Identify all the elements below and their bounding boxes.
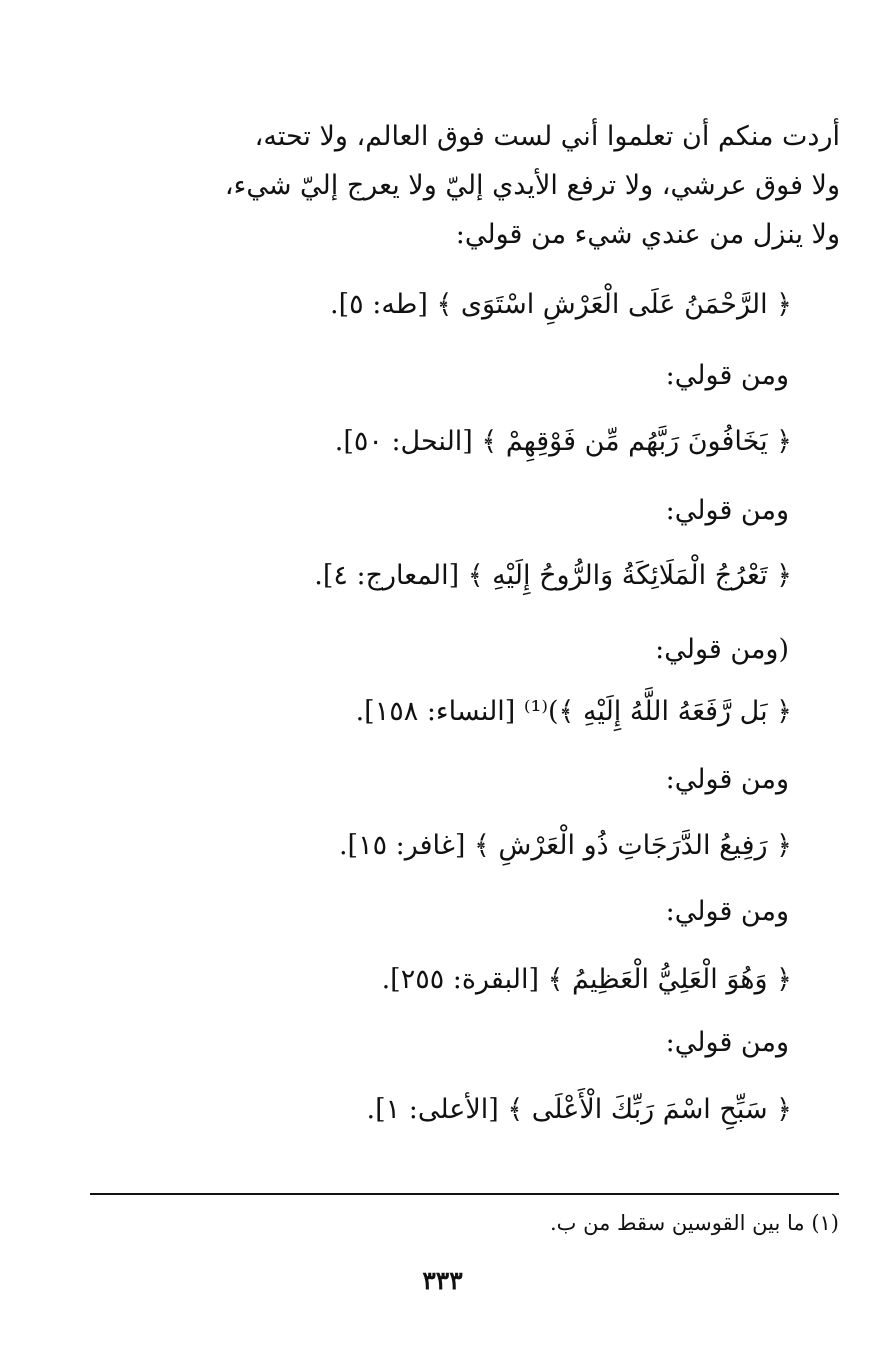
lead-text: ومن قولي: bbox=[665, 764, 789, 795]
lead-text: ومن قولي: bbox=[665, 1027, 789, 1058]
lead-text: ومن قولي: bbox=[665, 360, 789, 391]
lead-text: ومن قولي: bbox=[665, 896, 789, 927]
lead-text: (ومن قولي: bbox=[655, 634, 789, 665]
intro-paragraph bbox=[40, 112, 840, 259]
verse-nahl: ﴿ يَخَافُونَ رَبَّهُم مِّن فَوْقِهِمْ ﴾ [النحل: ٥٠]. bbox=[334, 426, 792, 457]
paragraph-line: أردت منكم أن تعلموا أني لست فوق العالم، ولا تحته، bbox=[254, 121, 840, 152]
verse-nisa: ﴿ بَل رَّفَعَهُ اللَّهُ إِلَيْهِ ﴾)⁽¹⁾ [النساء: ١٥٨]. bbox=[355, 696, 792, 727]
paragraph-line: ولا ينزل من عندي شيء من قولي: bbox=[455, 219, 840, 250]
verse-taha: ﴿ الرَّحْمَنُ عَلَى الْعَرْشِ اسْتَوَى ﴾ [طه: ٥]. bbox=[330, 289, 792, 320]
verse-baqara: ﴿ وَهُوَ الْعَلِيُّ الْعَظِيمُ ﴾ [البقرة: ٢٥٥]. bbox=[381, 964, 792, 995]
footnote-separator bbox=[90, 1193, 839, 1195]
page-number: ٣٣٣ bbox=[422, 1266, 463, 1295]
verse-ala: ﴿ سَبِّحِ اسْمَ رَبِّكَ الْأَعْلَى ﴾ [الأعلى: ١]. bbox=[366, 1094, 792, 1125]
paragraph-line: ولا فوق عرشي، ولا ترفع الأيدي إليّ ولا يعرج إليّ شيء، bbox=[224, 170, 840, 201]
lead-text: ومن قولي: bbox=[665, 495, 789, 526]
verse-ghafir: ﴿ رَفِيعُ الدَّرَجَاتِ ذُو الْعَرْشِ ﴾ [غافر: ١٥]. bbox=[338, 830, 792, 861]
verse-maarij: ﴿ تَعْرُجُ الْمَلَائِكَةُ وَالرُّوحُ إِلَيْهِ ﴾ [المعارج: ٤]. bbox=[314, 560, 792, 591]
footnote: (١) ما بين القوسين سقط من ب. bbox=[550, 1211, 839, 1235]
